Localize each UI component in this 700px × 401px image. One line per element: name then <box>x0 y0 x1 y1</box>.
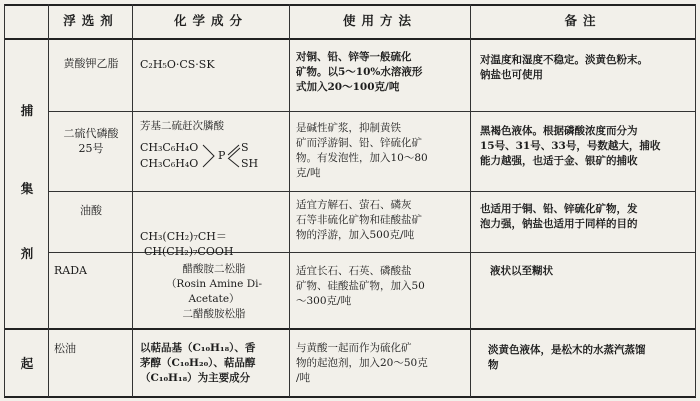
composition-text: 醋酸胺二松脂 （Rosin Amine Di- Acetate） 二醋酸胺松脂 <box>165 263 263 320</box>
table-top-border <box>4 4 696 6</box>
remark-text: 淡黄色液体，是松木的水蒸汽蒸馏 物 <box>488 344 646 371</box>
header-composition: 化学成分 <box>173 13 248 28</box>
row-divider <box>48 191 696 192</box>
section-divider <box>4 328 696 330</box>
bracket-icon <box>202 142 216 170</box>
dithiophosphate-structure: CH₃C₆H₄O CH₃C₆H₄O P S SH <box>140 141 259 170</box>
col-divider <box>289 4 290 397</box>
remark-text: 黑褐色液体。根据磷酸浓度而分为 15号、31号、33号，号数越大，捕收 能力越强，也适于金、银矿的捕收 <box>480 125 661 167</box>
reagent-name: 黄酸钾乙脂 <box>63 57 119 70</box>
usage-text: 对铜、铅、锌等一般硫化 矿物。以5～10%水溶液形 式加入20～100克/吨 <box>296 51 423 93</box>
table-bottom-border <box>4 396 696 398</box>
composition-text: C₂H₅O·CS·SK <box>140 58 215 71</box>
usage-text: 适宜长石、石英、磷酸盐 矿物、硅酸盐矿物，加入50 ～300克/吨 <box>296 265 425 307</box>
header-remark: 备注 <box>564 13 602 28</box>
header-usage: 使用方法 <box>342 13 417 28</box>
composition-text: 芳基二硫赶次膦酸 CH₃C₆H₄O CH₃C₆H₄O P S SH <box>140 119 288 172</box>
reagent-name: RADA <box>54 264 87 277</box>
remark-text: 液状以至糊状 <box>490 265 553 277</box>
reagent-name: 松油 <box>54 342 76 355</box>
table-left-border <box>4 4 5 397</box>
bond-icon <box>227 142 241 170</box>
col-divider <box>132 4 133 397</box>
composition-text: CH₃(CH₂)₇CH＝ CH(CH₂)₇COOH <box>140 230 234 258</box>
remark-text: 也适用于铜、铅、锌硫化矿物，发 泡力强，钠盐也适用于同样的目的 <box>480 203 638 230</box>
category-frother-char: 起 <box>20 356 34 371</box>
usage-text: 与黄酸一起而作为硫化矿 物的起泡剂，加入20～50克 /吨 <box>296 342 428 384</box>
remark-text: 对温度和湿度不稳定。淡黄色粉末。 钠盐也可使用 <box>480 54 648 81</box>
col-divider <box>470 4 471 397</box>
category-collector-char: 捕 <box>20 103 34 118</box>
reagent-name: 油酸 <box>80 204 102 217</box>
col-divider <box>48 4 49 397</box>
row-divider <box>48 111 696 112</box>
header-bottom-border <box>4 38 696 40</box>
reagent-name: 二硫代磷酸 25号 <box>63 127 119 155</box>
category-collector-char: 剂 <box>20 246 34 261</box>
composition-text: 以萜品基（C₁₀H₁₈）、香 茅醇（C₁₀H₂₀）、萜品醇 （C₁₀H₁₈）为主要成分 <box>140 342 256 384</box>
table-right-border <box>695 4 696 397</box>
category-collector-char: 集 <box>20 181 34 196</box>
header-reagent: 浮选剂 <box>63 13 119 28</box>
usage-text: 适宜方解石、萤石、磷灰 石等非硫化矿物和硅酸盐矿 物的浮游，加入500克/吨 <box>296 199 422 241</box>
usage-text: 是碱性矿浆，抑制黄铁 矿而浮游铜、铅、锌硫化矿 物。有发泡性，加入10～80 克/吨 <box>296 122 428 179</box>
